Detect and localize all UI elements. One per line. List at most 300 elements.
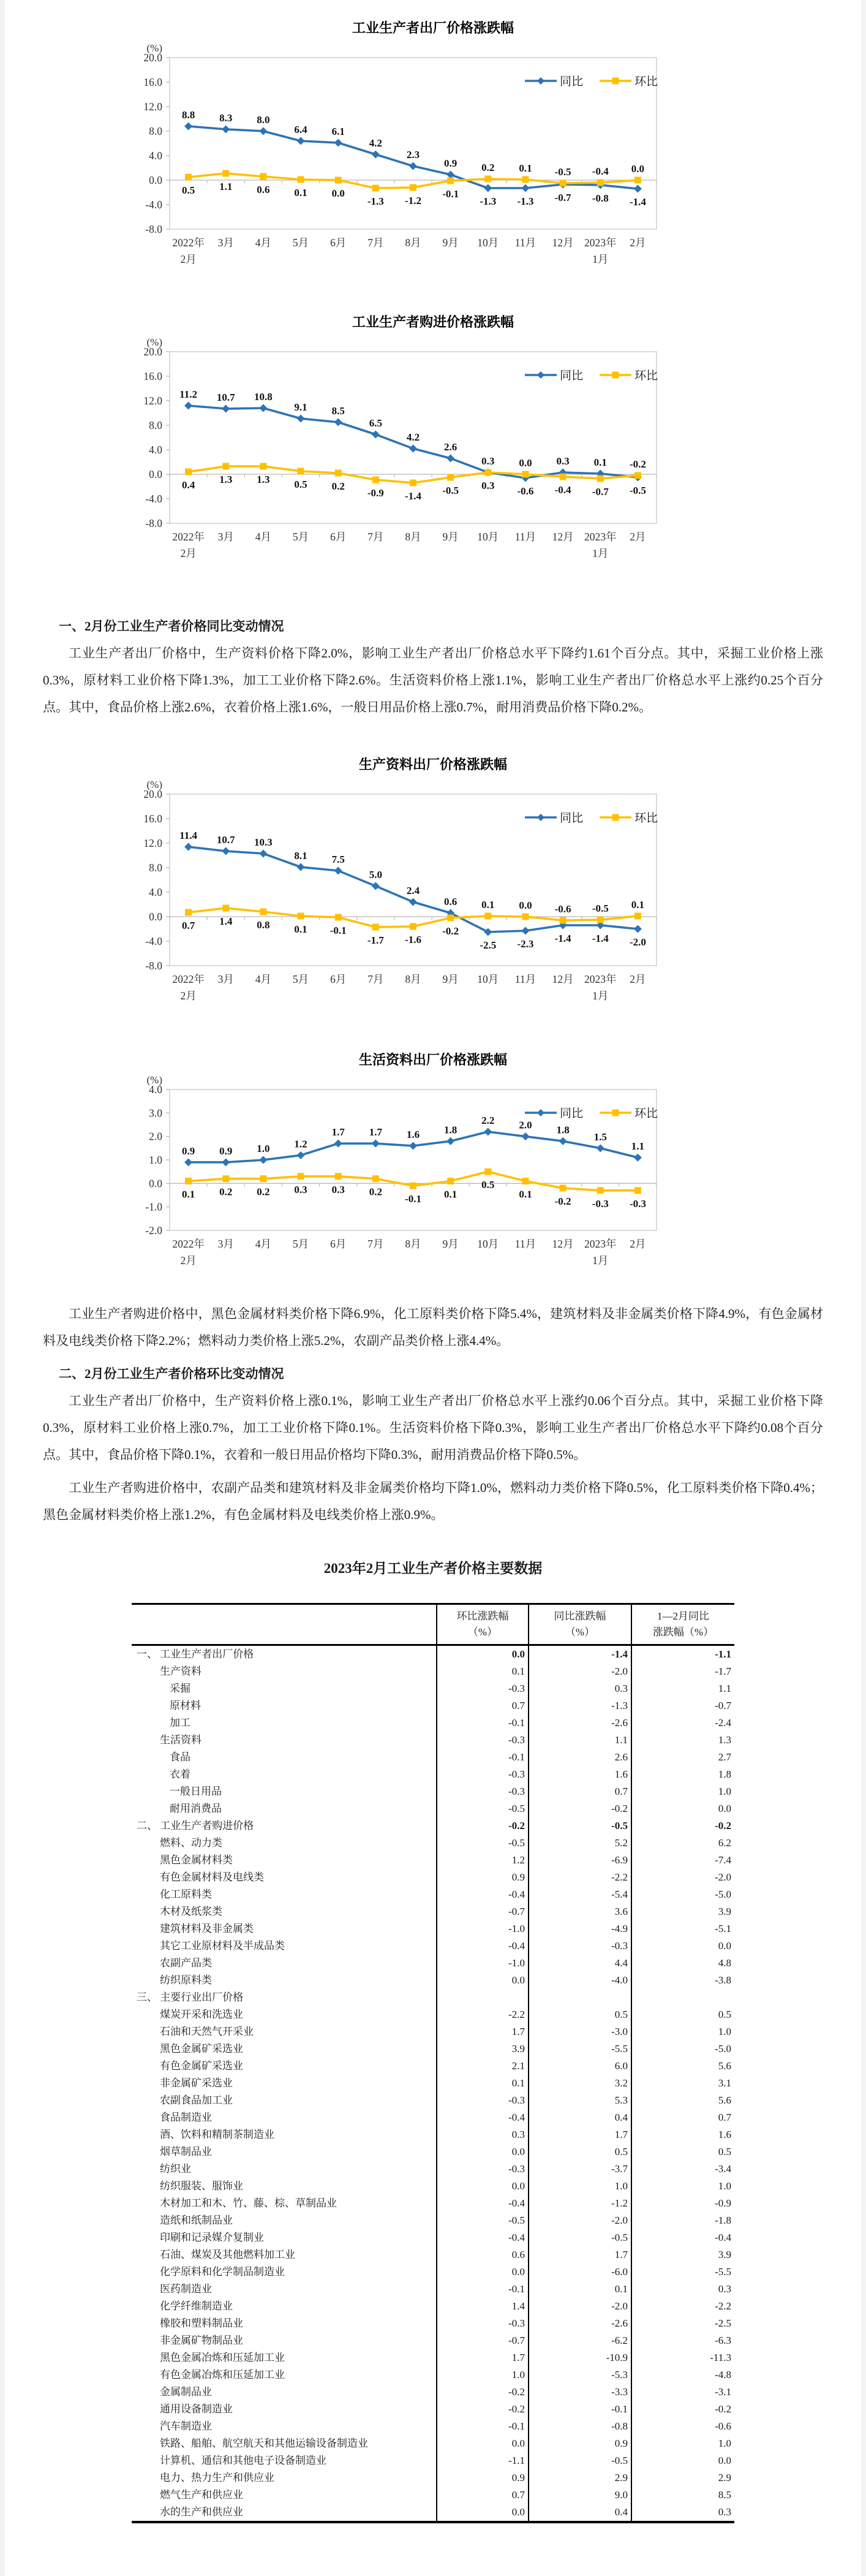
- cell-mom: -0.4: [437, 1886, 529, 1903]
- table-row: [132, 1800, 734, 1817]
- svg-text:环比: 环比: [634, 1107, 658, 1120]
- paragraph-yoy-factory: 工业生产者出厂价格中，生产资料价格下降2.0%，影响工业生产者出厂价格总水平下降约1.61个百分点。其中，采掘工业价格上涨0.3%，原材料工业价格下降1.3%，加工工业价格下降2.6%。生活资料价格上涨1.1%，影响工业生产者出厂价格总水平上涨约0.25个百分点。其中，食品价格上涨2.6%，衣着价格上涨1.6%，一般日用品价格上涨0.7%，耐用消费品价格下降0.2%。: [43, 646, 823, 714]
- cell-mom: -1.1: [437, 2452, 529, 2469]
- cell-mom: 0.0: [437, 2178, 529, 2195]
- cell-mom: -0.5: [437, 1835, 529, 1852]
- cell-yoy: -4.9: [529, 1920, 631, 1938]
- svg-text:11月: 11月: [514, 531, 537, 543]
- cell-mom: -0.4: [437, 1938, 529, 1955]
- table-row: [132, 2366, 734, 2384]
- cell-cumulative: 2.7: [631, 1749, 734, 1766]
- svg-text:-0.1: -0.1: [405, 1193, 421, 1205]
- svg-text:2月: 2月: [630, 1238, 646, 1250]
- svg-text:9月: 9月: [442, 973, 459, 985]
- cell-mom: -0.2: [437, 1817, 529, 1835]
- svg-text:8.5: 8.5: [331, 405, 345, 417]
- cell-yoy: 1.7: [529, 2246, 631, 2263]
- svg-text:环比: 环比: [634, 369, 658, 382]
- cell-cumulative: 3.1: [631, 2075, 734, 2092]
- svg-text:-2.3: -2.3: [517, 938, 534, 950]
- svg-text:10.7: 10.7: [216, 834, 235, 846]
- svg-text:4月: 4月: [255, 973, 272, 985]
- svg-text:-1.2: -1.2: [405, 195, 421, 206]
- svg-text:-1.0: -1.0: [145, 1200, 162, 1213]
- svg-text:8.1: 8.1: [294, 850, 307, 862]
- svg-text:2022年: 2022年: [172, 237, 205, 249]
- row-label: 黑色金属冶炼和压延加工业: [160, 2352, 285, 2363]
- svg-text:0.3: 0.3: [331, 1183, 345, 1195]
- cell-yoy: -0.5: [529, 2452, 631, 2469]
- svg-text:-1.4: -1.4: [405, 490, 421, 502]
- cell-mom: 0.1: [437, 2075, 529, 2092]
- cell-mom: -0.5: [437, 1800, 529, 1817]
- row-label: 生活资料: [160, 1734, 201, 1746]
- svg-text:0.9: 0.9: [219, 1145, 233, 1157]
- table-row: [132, 2487, 734, 2504]
- svg-text:11月: 11月: [514, 973, 537, 985]
- cell-cumulative: 4.8: [631, 1955, 734, 1972]
- svg-text:3月: 3月: [217, 973, 234, 985]
- svg-text:0.3: 0.3: [481, 455, 495, 467]
- chart-title: 生活资料出厂价格涨跌幅: [358, 1052, 507, 1067]
- svg-text:11月: 11月: [514, 237, 537, 249]
- svg-text:-1.4: -1.4: [554, 933, 571, 944]
- svg-text:2023年: 2023年: [584, 1238, 617, 1250]
- cell-mom: 0.1: [437, 1663, 529, 1680]
- svg-text:2022年: 2022年: [172, 1238, 205, 1250]
- svg-text:1月: 1月: [592, 547, 609, 559]
- svg-text:-0.4: -0.4: [592, 165, 609, 177]
- table-row: [132, 2315, 734, 2332]
- unit-label: (%): [146, 781, 162, 790]
- table-row: [132, 1869, 734, 1886]
- row-label: 其它工业原材料及半成品类: [160, 1940, 285, 1952]
- table-row: [132, 2384, 734, 2401]
- cell-mom: -0.3: [437, 1783, 529, 1800]
- cell-yoy: -1.4: [529, 1645, 631, 1664]
- row-label: 化学原料和化学制品制造业: [160, 2266, 285, 2278]
- cell-yoy: -6.9: [529, 1852, 631, 1869]
- cell-cumulative: 2.9: [631, 2469, 734, 2487]
- svg-text:-4.0: -4.0: [145, 493, 162, 505]
- svg-text:2月: 2月: [180, 990, 197, 1002]
- table-row: [132, 2092, 734, 2109]
- cell-yoy: 0.5: [529, 2006, 631, 2023]
- cell-mom: 1.7: [437, 2023, 529, 2040]
- cell-yoy: -6.0: [529, 2263, 631, 2281]
- cell-mom: 0.9: [437, 2469, 529, 2487]
- svg-text:2.4: 2.4: [406, 885, 420, 896]
- row-label: 通用设备制造业: [160, 2403, 233, 2415]
- cell-yoy: -0.5: [529, 1817, 631, 1835]
- series-环比: [182, 457, 646, 502]
- table-body: [132, 1645, 734, 2523]
- svg-text:4月: 4月: [255, 531, 272, 543]
- table-row: [132, 1835, 734, 1852]
- svg-text:0.1: 0.1: [294, 923, 307, 935]
- svg-text:3月: 3月: [217, 237, 234, 249]
- cell-mom: -0.7: [437, 2332, 529, 2349]
- row-label: 燃气生产和供应业: [160, 2489, 243, 2501]
- table-row: [132, 2006, 734, 2023]
- svg-text:2月: 2月: [630, 973, 646, 985]
- svg-text:2.0: 2.0: [519, 1119, 532, 1131]
- table-row: [132, 1852, 734, 1869]
- cell-cumulative: -0.4: [631, 2229, 734, 2246]
- table-row: [132, 1714, 734, 1732]
- cell-yoy: 5.3: [529, 2092, 631, 2109]
- cell-yoy: -5.3: [529, 2366, 631, 2384]
- svg-text:20.0: 20.0: [143, 51, 162, 64]
- cell-yoy: 1.1: [529, 1732, 631, 1749]
- paragraph-mom-factory: 工业生产者出厂价格中，生产资料价格上涨0.1%，影响工业生产者出厂价格总水平上涨约0.06个百分点。其中，采掘工业价格下降0.3%，原材料工业价格上涨0.7%，加工工业价格下降0.1%。生活资料价格下降0.3%，影响工业生产者出厂价格总水平下降约0.08个百分点。其中，食品价格下降0.1%，衣着和一般日用品价格均下降0.3%，耐用消费品价格下降0.5%。: [43, 1393, 823, 1462]
- cell-cumulative: 8.5: [631, 2487, 734, 2504]
- svg-text:1月: 1月: [592, 1254, 609, 1267]
- svg-text:-0.7: -0.7: [554, 192, 571, 203]
- cell-cumulative: -1.7: [631, 1663, 734, 1680]
- unit-label: (%): [146, 1076, 162, 1086]
- cell-yoy: -5.4: [529, 1886, 631, 1903]
- svg-text:9.1: 9.1: [294, 401, 307, 413]
- table-row: [132, 2229, 734, 2246]
- svg-text:4.0: 4.0: [149, 444, 162, 456]
- cell-mom: [437, 1989, 529, 2006]
- unit-label: (%): [146, 44, 162, 54]
- legend: [525, 1107, 658, 1120]
- row-label: 电力、热力生产和供应业: [160, 2472, 274, 2483]
- table-row: [132, 2452, 734, 2469]
- cell-yoy: 0.4: [529, 2504, 631, 2522]
- row-label: 农副食品加工业: [160, 2094, 233, 2106]
- svg-text:4月: 4月: [255, 237, 272, 249]
- cell-yoy: 1.0: [529, 2178, 631, 2195]
- cell-mom: 1.2: [437, 1852, 529, 1869]
- legend: [525, 369, 658, 382]
- svg-text:2.0: 2.0: [149, 1130, 162, 1143]
- cell-yoy: -2.6: [529, 2315, 631, 2332]
- svg-text:2023年: 2023年: [584, 531, 617, 543]
- cell-yoy: -0.1: [529, 2401, 631, 2418]
- table-row: [132, 2143, 734, 2161]
- cell-mom: -0.4: [437, 2195, 529, 2212]
- cell-yoy: 3.2: [529, 2075, 631, 2092]
- svg-text:0.2: 0.2: [369, 1186, 382, 1198]
- svg-text:0.0: 0.0: [149, 1177, 162, 1190]
- svg-text:0.9: 0.9: [444, 157, 457, 169]
- cell-yoy: -4.0: [529, 1972, 631, 1989]
- cell-mom: 1.7: [437, 2349, 529, 2366]
- row-label: 有色金属材料及电线类: [160, 1871, 264, 1883]
- svg-text:2023年: 2023年: [584, 237, 617, 249]
- cell-yoy: 2.9: [529, 2469, 631, 2487]
- cell-yoy: 1.6: [529, 1766, 631, 1783]
- table-row: [132, 1903, 734, 1920]
- cell-yoy: -0.2: [529, 1800, 631, 1817]
- row-label: 农副产品类: [160, 1957, 212, 1969]
- chart-title: 生产资料出厂价格涨跌幅: [358, 757, 507, 772]
- cell-cumulative: -4.8: [631, 2366, 734, 2384]
- svg-text:4.0: 4.0: [149, 150, 162, 162]
- cell-cumulative: 5.6: [631, 2092, 734, 2109]
- table-row: [132, 2161, 734, 2178]
- cell-mom: 2.1: [437, 2058, 529, 2075]
- table-row: [132, 2435, 734, 2452]
- table-row: [132, 1680, 734, 1697]
- cell-yoy: 5.2: [529, 1835, 631, 1852]
- svg-text:8月: 8月: [405, 531, 421, 543]
- row-label: 原材料: [170, 1700, 201, 1711]
- svg-text:2022年: 2022年: [172, 973, 205, 985]
- svg-text:-1.4: -1.4: [592, 933, 609, 944]
- cell-yoy: -10.9: [529, 2349, 631, 2366]
- cell-mom: -0.7: [437, 1903, 529, 1920]
- paragraph-yoy-purchase: 工业生产者购进价格中，黑色金属材料类价格下降6.9%，化工原料类价格下降5.4%，建筑材料及非金属类价格下降4.9%，有色金属材料及电线类价格下降2.2%；燃料动力类价格上涨5.2%，农副产品类价格上涨4.4%。: [43, 1306, 823, 1348]
- cell-cumulative: 3.9: [631, 1903, 734, 1920]
- svg-text:0.5: 0.5: [181, 184, 195, 196]
- row-label: 采掘: [170, 1683, 190, 1694]
- svg-text:0.2: 0.2: [219, 1186, 233, 1198]
- svg-text:16.0: 16.0: [143, 370, 162, 382]
- svg-text:-1.7: -1.7: [367, 934, 384, 946]
- svg-text:10.3: 10.3: [254, 836, 273, 848]
- table-row: [132, 1989, 734, 2006]
- cell-cumulative: -5.1: [631, 1920, 734, 1938]
- svg-text:5月: 5月: [292, 1238, 309, 1250]
- cell-cumulative: -2.4: [631, 1714, 734, 1732]
- svg-text:10.8: 10.8: [254, 391, 273, 403]
- svg-text:-0.7: -0.7: [592, 486, 609, 498]
- cell-cumulative: [631, 1989, 734, 2006]
- row-label: 建筑材料及非金属类: [160, 1923, 254, 1934]
- svg-text:-2.5: -2.5: [480, 939, 497, 951]
- svg-text:5月: 5月: [292, 531, 309, 543]
- cell-mom: -0.3: [437, 2092, 529, 2109]
- series-环比: [182, 899, 644, 946]
- svg-text:-0.2: -0.2: [629, 458, 646, 470]
- cell-yoy: -5.5: [529, 2040, 631, 2058]
- svg-text:-0.8: -0.8: [592, 192, 609, 204]
- cell-mom: -0.5: [437, 2212, 529, 2229]
- svg-text:1.4: 1.4: [219, 915, 233, 927]
- cell-yoy: -0.5: [529, 2229, 631, 2246]
- cell-cumulative: 1.0: [631, 2023, 734, 2040]
- svg-text:11.4: 11.4: [179, 830, 197, 841]
- cell-mom: -0.2: [437, 2384, 529, 2401]
- svg-text:0.0: 0.0: [149, 911, 162, 923]
- chart-block-consumer-goods: [72, 1048, 794, 1290]
- cell-yoy: 0.4: [529, 2109, 631, 2126]
- cell-yoy: -2.2: [529, 1869, 631, 1886]
- row-label: 衣着: [170, 1768, 190, 1780]
- table-row: [132, 1766, 734, 1783]
- section-heading-yoy: 一、2月份工业生产者价格同比变动情况: [59, 619, 284, 634]
- legend: [525, 811, 658, 825]
- svg-text:-0.5: -0.5: [442, 485, 459, 496]
- cell-cumulative: -5.0: [631, 2040, 734, 2058]
- cell-yoy: 0.3: [529, 1680, 631, 1697]
- svg-text:-0.6: -0.6: [554, 903, 571, 915]
- svg-text:12月: 12月: [552, 973, 574, 985]
- cell-yoy: -0.8: [529, 2418, 631, 2435]
- section-yoy: [43, 613, 823, 721]
- svg-text:-4.0: -4.0: [145, 199, 162, 211]
- chart-block-producer-goods: [72, 752, 794, 1026]
- chart-title: 工业生产者出厂价格涨跌幅: [352, 20, 514, 36]
- row-label: 化学纤维制造业: [160, 2300, 233, 2312]
- row-label: 有色金属冶炼和压延加工业: [160, 2369, 285, 2381]
- row-label: 非金属矿物制品业: [160, 2335, 243, 2346]
- table-row: [132, 1955, 734, 1972]
- cell-mom: -0.3: [437, 2315, 529, 2332]
- cell-yoy: 1.7: [529, 2126, 631, 2143]
- svg-text:8月: 8月: [405, 237, 421, 249]
- header-empty: [132, 1604, 437, 1645]
- cell-cumulative: -2.5: [631, 2315, 734, 2332]
- cell-cumulative: 1.0: [631, 2178, 734, 2195]
- table-row: [132, 2263, 734, 2281]
- svg-text:7月: 7月: [367, 237, 384, 249]
- svg-text:-1.3: -1.3: [517, 195, 534, 207]
- svg-text:-0.5: -0.5: [629, 485, 646, 496]
- svg-text:2022年: 2022年: [172, 531, 205, 543]
- cell-cumulative: 0.3: [631, 2281, 734, 2298]
- cell-mom: -0.1: [437, 1749, 529, 1766]
- unit-label: (%): [146, 338, 162, 348]
- series-同比: [182, 109, 646, 208]
- header-cumulative: 1—2月同比 涨跌幅（%）: [631, 1604, 734, 1645]
- cell-mom: -0.1: [437, 2418, 529, 2435]
- cell-yoy: [529, 1989, 631, 2006]
- cell-cumulative: -3.1: [631, 2384, 734, 2401]
- svg-text:9月: 9月: [442, 1238, 459, 1250]
- svg-text:-8.0: -8.0: [145, 960, 162, 972]
- svg-text:0.1: 0.1: [593, 456, 607, 468]
- table-row: [132, 2418, 734, 2435]
- cell-cumulative: -1.8: [631, 2212, 734, 2229]
- svg-text:环比: 环比: [634, 75, 658, 88]
- table-row: [132, 2023, 734, 2040]
- table-header: [132, 1604, 734, 1645]
- svg-text:1.8: 1.8: [444, 1124, 457, 1136]
- cell-mom: -0.3: [437, 1732, 529, 1749]
- row-label: 黑色金属材料类: [160, 1854, 233, 1866]
- svg-text:-0.5: -0.5: [592, 903, 609, 914]
- table-row: [132, 1663, 734, 1680]
- svg-text:6.4: 6.4: [294, 124, 307, 135]
- row-label: 橡胶和塑料制品业: [160, 2317, 243, 2329]
- cell-mom: 0.0: [437, 1645, 529, 1664]
- svg-text:2月: 2月: [180, 547, 197, 559]
- cell-cumulative: -1.1: [631, 1645, 734, 1664]
- svg-text:0.5: 0.5: [481, 1179, 495, 1191]
- svg-text:-1.3: -1.3: [367, 195, 384, 207]
- row-label: 一般日用品: [170, 1786, 222, 1797]
- svg-text:-0.3: -0.3: [592, 1197, 609, 1210]
- line-chart-ppi-purchase: [72, 338, 794, 583]
- table-row: [132, 2298, 734, 2315]
- svg-text:0.6: 0.6: [444, 896, 457, 907]
- svg-text:0.7: 0.7: [181, 920, 195, 931]
- svg-text:-2.0: -2.0: [145, 1224, 162, 1237]
- row-label: 铁路、船舶、航空航天和其他运输设备制造业: [160, 2438, 368, 2449]
- cell-yoy: -0.3: [529, 1938, 631, 1955]
- table-row: [132, 1817, 734, 1835]
- svg-text:2.6: 2.6: [444, 441, 457, 453]
- svg-text:-0.5: -0.5: [554, 166, 571, 178]
- cell-cumulative: -6.3: [631, 2332, 734, 2349]
- svg-text:0.9: 0.9: [181, 1145, 195, 1157]
- row-label: 三、 主要行业出厂价格: [137, 1991, 244, 2003]
- cell-cumulative: -0.6: [631, 2418, 734, 2435]
- cell-yoy: 9.0: [529, 2487, 631, 2504]
- svg-text:1.1: 1.1: [631, 1140, 645, 1153]
- table-row: [132, 1886, 734, 1903]
- svg-text:-1.6: -1.6: [405, 934, 421, 945]
- svg-text:0.2: 0.2: [257, 1186, 270, 1198]
- price-data-table: [132, 1603, 734, 2523]
- cell-yoy: 6.0: [529, 2058, 631, 2075]
- svg-text:-0.1: -0.1: [442, 188, 459, 200]
- cell-mom: 0.0: [437, 2143, 529, 2161]
- table-row: [132, 1732, 734, 1749]
- cell-cumulative: 0.3: [631, 2504, 734, 2522]
- cell-cumulative: 1.0: [631, 2435, 734, 2452]
- cell-cumulative: -11.3: [631, 2349, 734, 2366]
- table-row: [132, 2332, 734, 2349]
- svg-text:1.7: 1.7: [331, 1126, 345, 1138]
- cell-mom: 0.0: [437, 2504, 529, 2522]
- table-row: [132, 2126, 734, 2143]
- svg-text:-4.0: -4.0: [145, 935, 162, 947]
- cell-cumulative: 0.5: [631, 2006, 734, 2023]
- header-yoy: 同比涨跌幅 （%）: [529, 1604, 631, 1645]
- table-row: [132, 1972, 734, 1989]
- svg-text:8.0: 8.0: [149, 419, 162, 431]
- cell-mom: 0.0: [437, 2263, 529, 2281]
- svg-text:环比: 环比: [634, 812, 658, 825]
- cell-cumulative: -5.0: [631, 1886, 734, 1903]
- row-label: 耐用消费品: [170, 1803, 222, 1814]
- svg-text:0.2: 0.2: [481, 162, 495, 173]
- table-row: [132, 2504, 734, 2522]
- svg-text:-0.9: -0.9: [367, 487, 384, 499]
- svg-text:-1.3: -1.3: [480, 195, 497, 207]
- row-label: 造纸和纸制品业: [160, 2214, 233, 2226]
- svg-text:-2.0: -2.0: [629, 936, 646, 948]
- cell-cumulative: 0.7: [631, 2109, 734, 2126]
- svg-text:12.0: 12.0: [143, 100, 162, 113]
- svg-text:0.4: 0.4: [181, 479, 195, 491]
- table-row: [132, 1783, 734, 1800]
- header-mom: 环比涨跌幅 （%）: [437, 1604, 529, 1645]
- row-label: 烟草制品业: [160, 2146, 212, 2157]
- svg-text:0.0: 0.0: [149, 468, 162, 480]
- svg-text:8.0: 8.0: [149, 125, 162, 137]
- cell-cumulative: -0.2: [631, 2401, 734, 2418]
- row-label: 非金属矿采选业: [160, 2077, 233, 2089]
- cell-mom: 1.0: [437, 2366, 529, 2384]
- cell-mom: -0.1: [437, 1714, 529, 1732]
- table-row: [132, 2281, 734, 2298]
- svg-text:-1.4: -1.4: [629, 196, 646, 208]
- svg-text:同比: 同比: [560, 1107, 584, 1120]
- svg-text:0.1: 0.1: [631, 899, 645, 911]
- svg-text:0.6: 0.6: [257, 184, 270, 195]
- cell-yoy: -1.3: [529, 1697, 631, 1714]
- row-label: 酒、饮料和精制茶制造业: [160, 2129, 274, 2140]
- plot-area: [145, 1076, 657, 1267]
- cell-yoy: -2.0: [529, 1663, 631, 1680]
